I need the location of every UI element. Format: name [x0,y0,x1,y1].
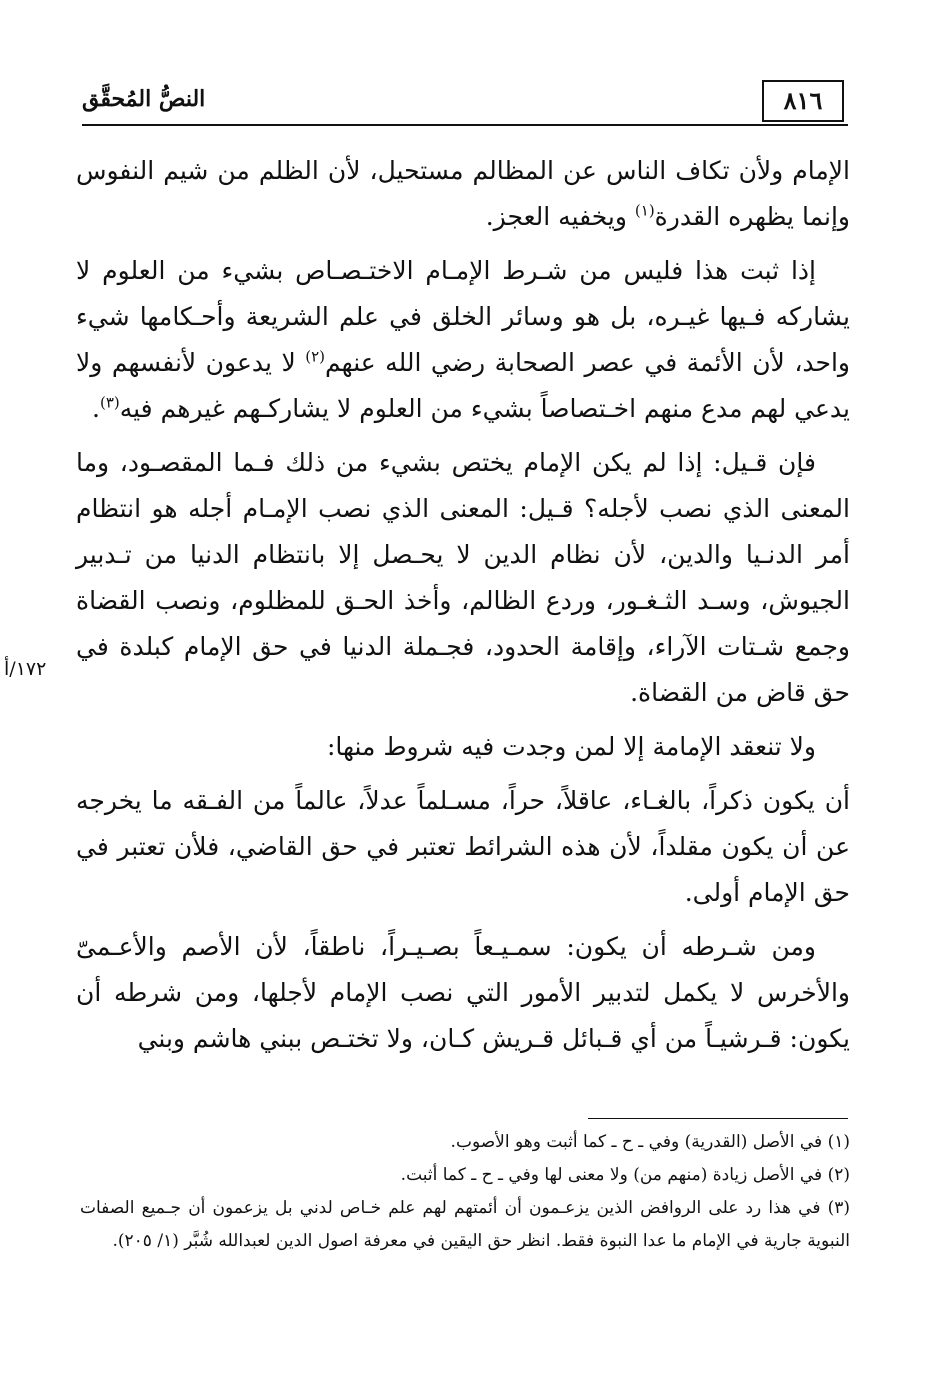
footnote-ref-1: (١) [634,201,655,220]
footnote-2: (٢) في الأصل زيادة (منهم من) ولا معنى لها وفي ـ ح ـ كما أثبت. [400,1165,850,1185]
header-rule [82,124,848,126]
paragraph-4: ولا تنعقد الإمامة إلا لمن وجدت فيه شروط منها: [326,732,816,761]
paragraph-1 [76,148,850,240]
paragraph-5: أن يكون ذكراً، بالغـاء، عاقلاً، حراً، مسـلماً عدلاً، عالماً من الفـقه ما يخرجه عن أن يكون مقلداً، لأن هذه الشرائط تعتبر في حق القاضي، فلأن تعتبر في حق الإمام أولى. [76,786,850,907]
footnote-rule [588,1118,848,1119]
paragraph-1-text-a: الإمام ولأن تكاف الناس عن المظالم مستحيل، لأن الظلم من شيم النفوس وإنما يظهره القدرة [76,156,850,231]
footnote-1: (١) في الأصل (القدرية) وفي ـ ح ـ كما أثبت وهو الأصوب. [450,1132,850,1152]
paragraph-2-text-b: لا يدعون لأنفسهم ولا يدعي لهم مدع منهم اخـتصاصاً بشيء من العلوم لا يشاركـهم غيرهم فيه [76,348,850,423]
footnote-ref-3: (٣) [99,393,120,412]
paragraph-6: ومن شـرطه أن يكون: سمـيـعاً بصـيـراً، ناطقاً، لأن الأصم والأعـمىّ والأخرس لا يكمل لتدبير الأمور التي نصب الإمام لأجلها، ومن شرطه أن يكون: قـرشيـاً من أي قـبائل قـريش كـان، ولا تختـص ببني هاشم وبني [76,932,850,1053]
paragraph-1-text-b: ويخفيه العجز. [485,202,635,231]
margin-folio-note: ١٧٢/أ [4,658,47,680]
footnote-ref-2: (٢) [305,347,326,366]
page-number: ٨١٦ [762,80,844,122]
footnote-3: (٣) في هذا رد على الروافض الذين يزعـمون أن أئمتهم لهم علم خـاص لدني بل يزعمون أن جـميع الصفات النبوية جارية في الإمام ما عدا النبوة فقط. انظر حق اليقين في معرفة اصول الدين لعبدالله شُبَّر (١/ ٢٠٥). [80,1198,850,1251]
paragraph-2 [76,248,850,432]
paragraph-3: فإن قـيل: إذا لم يكن الإمام يختص بشيء من ذلك فـما المقصـود، وما المعنى الذي نصب لأجله؟ قـيل: المعنى الذي نصب الإمـام أجله هو انتظام أمر الدنـيا والدين، لأن نظام الدين لا يحـصل إلا بانتظام الدنيا من تـدبير الجيوش، وسـد الثـغـور، وردع الظالم، وأخذ الحـق للمظلوم، ونصب القضاة وجمع شـتات الآراء، وإقامة الحدود، فجـملة الدنيا في حق الإمام كبلدة في حق قاض من القضاة. [76,448,850,707]
paragraph-2-text-c: . [92,394,100,423]
main-text [76,148,850,1070]
running-title: النصُّ المُحقَّق [82,86,206,112]
paragraph-2-text-a: إذا ثبت هذا فليس من شـرط الإمـام الاختـصـاص بشيء من العلوم لا يشاركه فـيها غيـره، بل هو وسائر الخلق في علم الشريعة وأحـكامها شيء واحد، لأن الأئمة في عصر الصحابة رضي الله عنهم [76,256,850,377]
footnotes [80,1126,850,1258]
